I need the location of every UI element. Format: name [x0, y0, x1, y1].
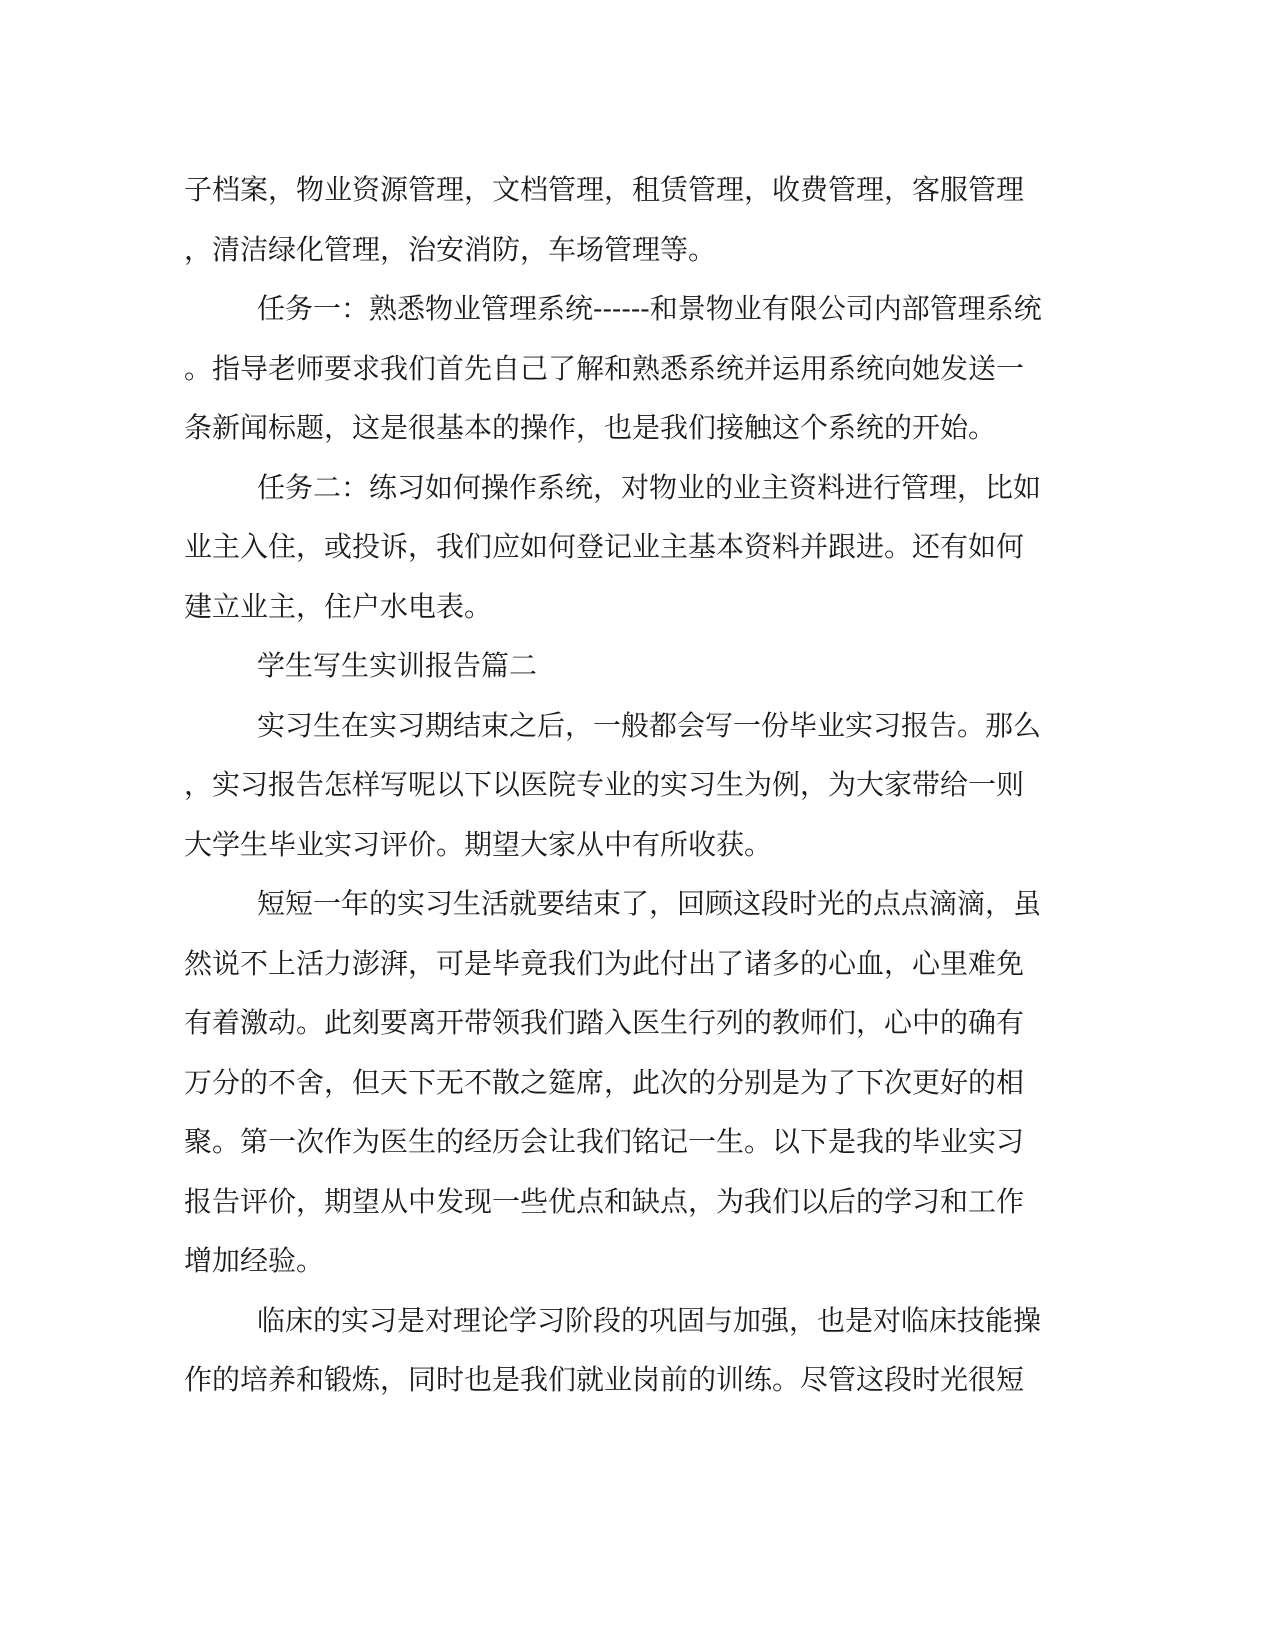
text-line: 大学生毕业实习评价。期望大家从中有所收获。 [184, 827, 773, 861]
text-line: 作的培养和锻炼，同时也是我们就业岗前的训练。尽管这段时光很短 [184, 1363, 1025, 1396]
text-line: 然说不上活力澎湃，可是毕竟我们为此付出了诸多的心血，心里难免 [184, 946, 1025, 980]
text-line: 子档案，物业资源管理，文档管理，租赁管理，收费管理，客服管理 [184, 173, 1025, 206]
text-line: 聚。第一次作为医生的经历会让我们铭记一生。以下是我的毕业实习 [184, 1125, 1025, 1158]
text-line: 条新闻标题，这是很基本的操作，也是我们接触这个系统的开始。 [184, 411, 997, 444]
text-line: 实习生在实习期结束之后，一般都会写一份毕业实习报告。那么 [257, 708, 1042, 742]
text-line: 业主入住，或投诉，我们应如何登记业主基本资料并跟进。还有如何 [184, 530, 1025, 563]
text-line: ，清洁绿化管理，治安消防，车场管理等。 [184, 232, 717, 266]
text-line: 有着激动。此刻要离开带领我们踏入医生行列的教师们，心中的确有 [184, 1006, 1025, 1039]
text-line: 报告评价，期望从中发现一些优点和缺点，为我们以后的学习和工作 [184, 1184, 1025, 1218]
text-line: 临床的实习是对理论学习阶段的巩固与加强，也是对临床技能操 [257, 1303, 1042, 1337]
text-line: 任务一：熟悉物业管理系统------和景物业有限公司内部管理系统 [257, 292, 1042, 325]
text-line: ，实习报告怎样写呢以下以医院专业的实习生为例，为大家带给一则 [184, 768, 1025, 801]
text-line: 短短一年的实习生活就要结束了，回顾这段时光的点点滴滴，虽 [257, 887, 1042, 920]
text-line: 增加经验。 [184, 1244, 325, 1277]
text-line: 万分的不舍，但天下无不散之筵席，此次的分别是为了下次更好的相 [184, 1065, 1025, 1099]
text-line: 建立业主，住户水电表。 [184, 589, 493, 623]
text-line: 任务二：练习如何操作系统，对物业的业主资料进行管理，比如 [257, 470, 1042, 504]
text-line: 。指导老师要求我们首先自己了解和熟悉系统并运用系统向她发送一 [184, 351, 1025, 385]
section-heading: 学生写生实训报告篇二 [257, 649, 538, 682]
body-text [184, 160, 1064, 1410]
